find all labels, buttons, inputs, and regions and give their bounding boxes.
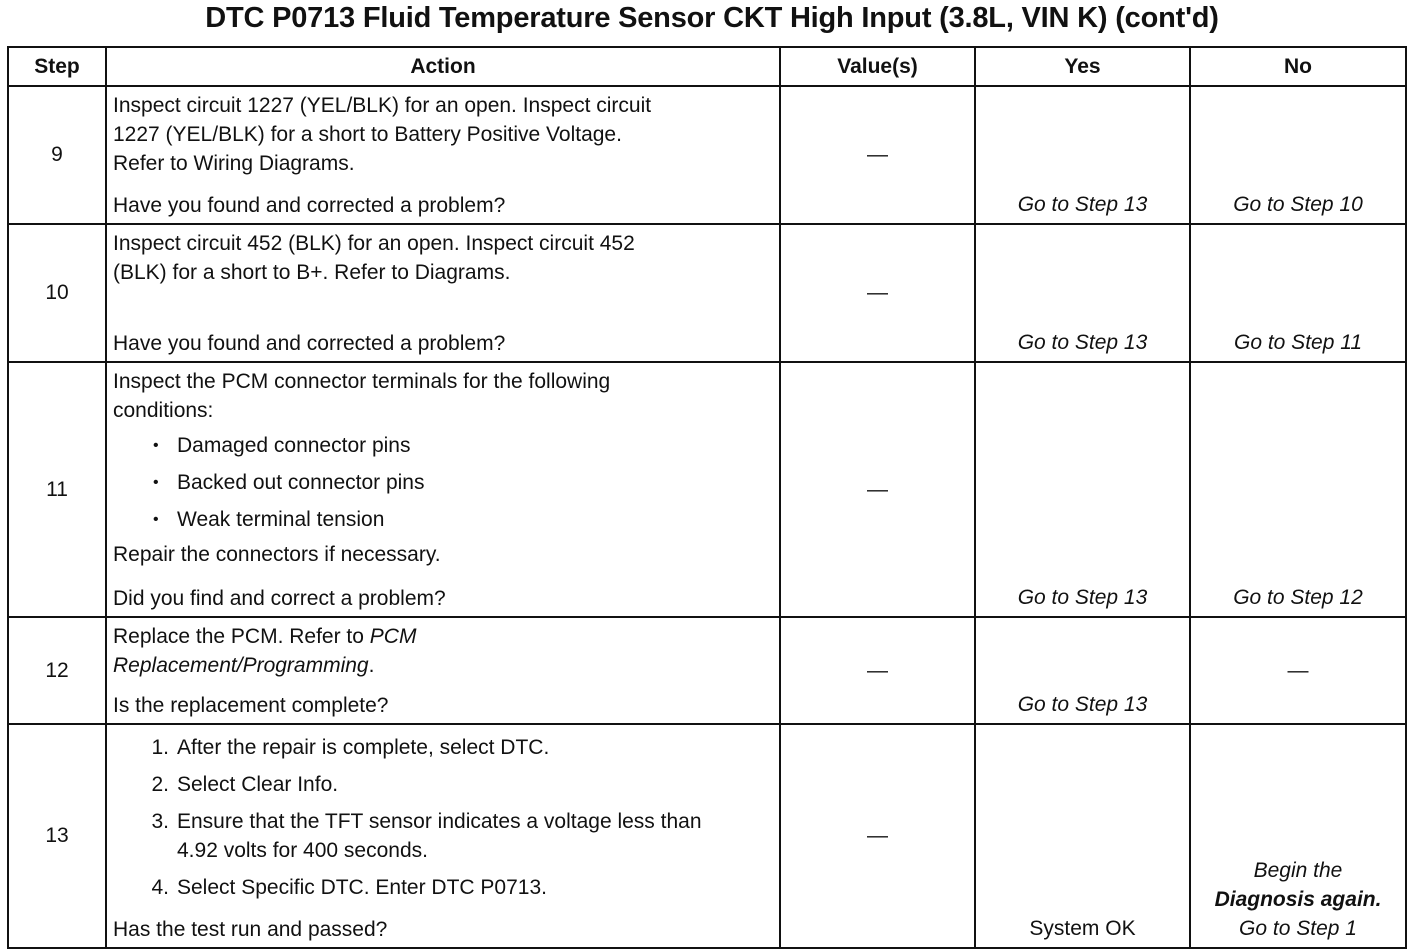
no-answer: Go to Step 11 [1190, 224, 1406, 362]
step-number: 10 [8, 224, 106, 362]
action-question: Is the replacement complete? [113, 694, 389, 717]
value-cell: — [780, 617, 975, 724]
table-row-step-11 [8, 362, 1406, 617]
value-cell: — [780, 362, 975, 617]
action-text: Repair the connectors if necessary. [113, 543, 441, 566]
step-number: 13 [8, 724, 106, 948]
no-answer: Go to Step 12 [1190, 362, 1406, 617]
no-answer: Go to Step 10 [1190, 86, 1406, 224]
action-cell [106, 617, 780, 724]
header-action: Action [106, 47, 780, 86]
action-cell [106, 224, 780, 362]
yes-answer: Go to Step 13 [975, 362, 1190, 617]
header-yes: Yes [975, 47, 1190, 86]
action-question: Have you found and corrected a problem? [113, 194, 506, 217]
step-number: 9 [8, 86, 106, 224]
action-text: Inspect the PCM connector terminals for the following [113, 370, 611, 393]
action-question: Has the test run and passed? [113, 918, 388, 941]
action-text: (BLK) for a short to B+. Refer to Diagrams. [113, 261, 511, 284]
no-answer-line: Go to Step 1 [1239, 917, 1357, 940]
list-item: • Backed out connector pins [153, 464, 773, 501]
action-text: Replacement/Programming. [113, 654, 375, 677]
no-answer [1190, 724, 1406, 948]
step-number: 12 [8, 617, 106, 724]
action-text: Replace the PCM. Refer to PCM [113, 625, 417, 648]
reference-link: PCM [369, 625, 417, 648]
no-answer: — [1190, 617, 1406, 724]
action-question: Did you find and correct a problem? [113, 587, 446, 610]
yes-answer: Go to Step 13 [975, 86, 1190, 224]
action-cell [106, 362, 780, 617]
no-answer-line: Diagnosis again. [1214, 888, 1382, 911]
action-question: Have you found and corrected a problem? [113, 332, 506, 355]
list-item: • Damaged connector pins [153, 427, 773, 464]
value-cell: — [780, 724, 975, 948]
header-no: No [1190, 47, 1406, 86]
action-cell [106, 86, 780, 224]
list-item: 4. Select Specific DTC. Enter DTC P0713. [151, 876, 547, 899]
yes-answer: Go to Step 13 [975, 617, 1190, 724]
step-number: 11 [8, 362, 106, 617]
action-text: Inspect circuit 1227 (YEL/BLK) for an open. Inspect circuit [113, 94, 652, 117]
header-values: Value(s) [780, 47, 975, 86]
list-item: • Weak terminal tension [153, 501, 773, 538]
table-row-step-12 [8, 617, 1406, 724]
table-row-step-13 [8, 724, 1406, 948]
yes-answer: Go to Step 13 [975, 224, 1190, 362]
list-item: 2. Select Clear Info. [151, 773, 339, 796]
value-cell: — [780, 224, 975, 362]
no-answer-line: Begin the [1253, 859, 1343, 882]
yes-answer: System OK [975, 724, 1190, 948]
action-cell [106, 724, 780, 948]
action-text: 1227 (YEL/BLK) for a short to Battery Positive Voltage. [113, 123, 622, 146]
value-cell: — [780, 86, 975, 224]
header-step: Step [8, 47, 106, 86]
condition-list [113, 427, 773, 538]
action-text: Refer to Wiring Diagrams. [113, 152, 355, 175]
page-title: DTC P0713 Fluid Temperature Sensor CKT High Input (3.8L, VIN K) (cont'd) [205, 2, 1219, 34]
diagnostic-table [7, 46, 1407, 949]
list-item: 3. Ensure that the TFT sensor indicates a voltage less than 4.92 volts for 400 seconds. [151, 810, 702, 862]
procedure-list [113, 733, 773, 902]
action-text: Inspect circuit 452 (BLK) for an open. Inspect circuit 452 [113, 232, 635, 255]
action-text: conditions: [113, 399, 214, 422]
header-row [8, 47, 1406, 86]
table-row-step-9 [8, 86, 1406, 224]
reference-link: Replacement/Programming [113, 654, 369, 677]
list-item: 1. After the repair is complete, select DTC. [151, 736, 550, 759]
table-row-step-10 [8, 224, 1406, 362]
